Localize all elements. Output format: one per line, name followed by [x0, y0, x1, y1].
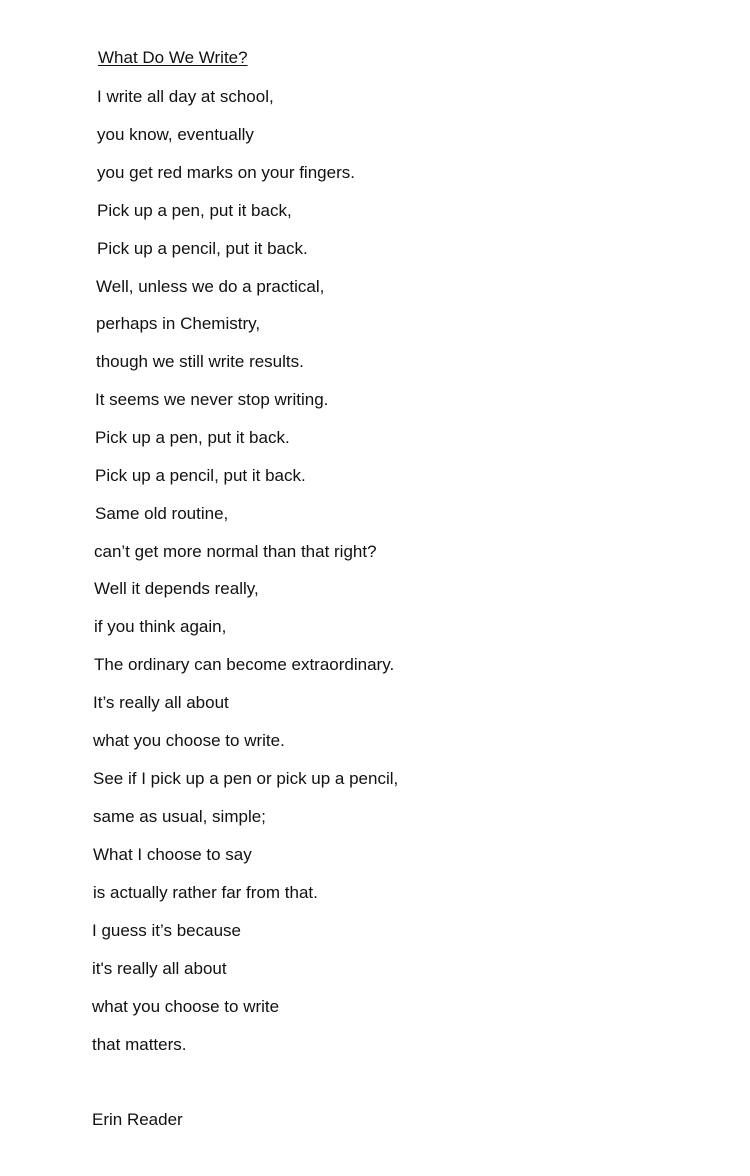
poem-line: is actually rather far from that. — [93, 883, 318, 902]
poem-line: See if I pick up a pen or pick up a pencil, — [93, 769, 399, 788]
poem-line: I write all day at school, — [97, 87, 274, 106]
poem-line: what you choose to write. — [93, 731, 285, 750]
poem-line: you get red marks on your fingers. — [97, 163, 355, 182]
poem-line: I guess it’s because — [92, 921, 241, 940]
poem-line: if you think again, — [94, 617, 227, 636]
poem-line: Well it depends really, — [94, 579, 259, 598]
poem-line: Well, unless we do a practical, — [96, 277, 325, 296]
poem-line: same as usual, simple; — [93, 807, 266, 826]
poem-line: Same old routine, — [95, 504, 229, 523]
poem-line: What I choose to say — [93, 845, 252, 864]
poem-line: that matters. — [92, 1035, 187, 1054]
author-name: Erin Reader — [92, 1110, 183, 1129]
poem-line: It’s really all about — [93, 693, 229, 712]
poem-line: Pick up a pen, put it back. — [95, 428, 290, 447]
poem-title: What Do We Write? — [98, 48, 248, 67]
poem-line: Pick up a pencil, put it back. — [95, 466, 306, 485]
poem-line: though we still write results. — [96, 352, 304, 371]
poem-line: what you choose to write — [92, 997, 280, 1016]
poem-line: perhaps in Chemistry, — [96, 314, 261, 333]
poem-line: you know, eventually — [97, 125, 254, 144]
poem-line: Pick up a pencil, put it back. — [97, 239, 308, 258]
poem-line: It seems we never stop writing. — [95, 390, 329, 409]
poem-line: Pick up a pen, put it back, — [97, 201, 292, 220]
poem-line: can’t get more normal than that right? — [94, 542, 377, 561]
poem-line: The ordinary can become extraordinary. — [94, 655, 395, 674]
poem-line: it's really all about — [92, 959, 227, 978]
